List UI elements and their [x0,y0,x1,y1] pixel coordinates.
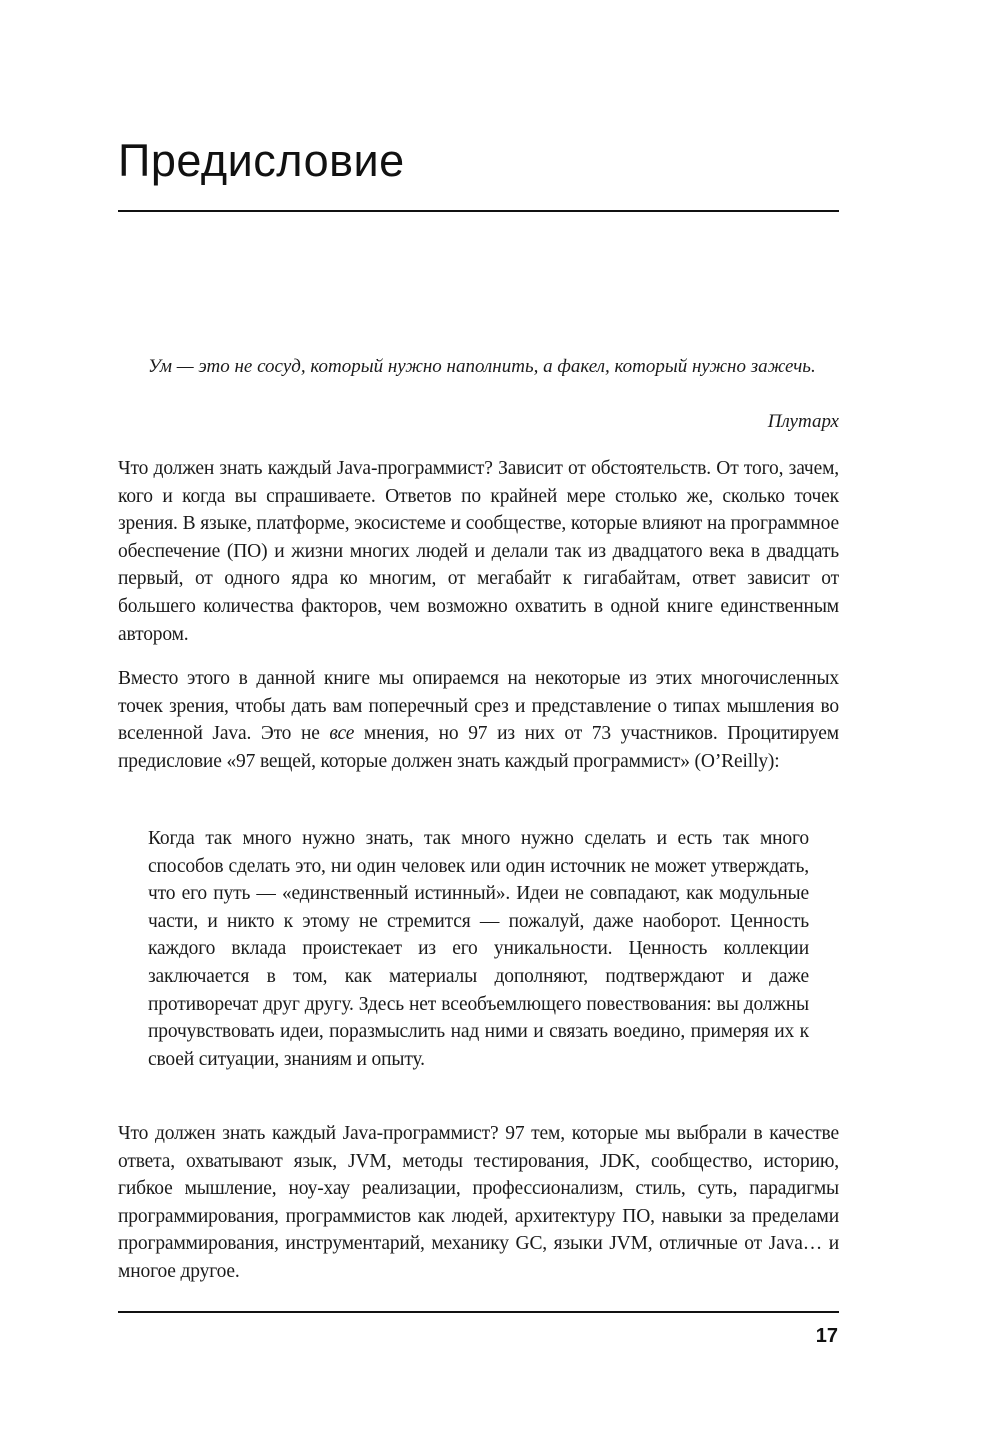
epigraph-author: Плутарх [767,411,839,432]
paragraph-2-text-end: мнения, но 97 из них от 73 участников. Процитируем предисловие «97 вещей, которые должен знать каждый программист» (O’Reilly): [118,723,839,772]
emphasis-word: все [329,723,355,745]
paragraph-2 [118,665,839,775]
epigraph-quote: Ум — это не сосуд, который нужно наполнить, а факел, который нужно зажечь. [148,356,816,377]
paragraph-2-text-start: Вместо этого в данной книге мы опираемся на некоторые из этих многочисленных точек зрения, чтобы дать вам поперечный срез и представление о типах мышления во вселенной Java. Это не [118,668,839,745]
page-number: 17 [815,1325,838,1347]
chapter-title: Предисловие [118,135,405,186]
title-divider [118,210,839,212]
block-quote: Когда так много нужно знать, так много нужно сделать и есть так много способов сделать это, ни один человек или один источник не может утверждать, что его путь — «единственный истинный». Идеи не совпадают, как модульные части, и никто к этому не стремится — пожалуй, даже наоборот. Ценность каждого вклада проистекает из его уникальности. Ценность коллекции заключается в том, как материалы дополняют, подтверждают и даже противоречат друг другу. Здесь нет всеобъемлющего повествования: вы должны прочувствовать идеи, поразмыслить над ними и связать воедино, примеряя их к своей ситуации, знаниям и опыту. [148,828,809,1070]
paragraph-1: Что должен знать каждый Java-программист? Зависит от обстоятельств. От того, зачем, кого и когда вы спрашиваете. Ответов по крайней мере столько же, сколько точек зрения. В языке, платформе, экосистеме и сообществе, которые влияют на программное обеспечение (ПО) и жизни многих людей и делали так из двадцатого века в двадцать первый, от одного ядра ко многим, от мегабайт к гигабайтам, ответ зависит от большего количества факторов, чем возможно охватить в одной книге единственным автором. [118,458,839,645]
footer-divider [118,1311,839,1313]
paragraph-3: Что должен знать каждый Java-программист? 97 тем, которые мы выбрали в качестве ответа, охватывают язык, JVM, методы тестирования, JDK, сообщество, историю, гибкое мышление, ноу-хау реализации, профессионализм, стиль, суть, парадигмы программирования, программистов как людей, архитектуру ПО, навыки за пределами программирования, инструментарий, механику GC, языки JVM, отличные от Java… и многое другое. [118,1123,839,1282]
